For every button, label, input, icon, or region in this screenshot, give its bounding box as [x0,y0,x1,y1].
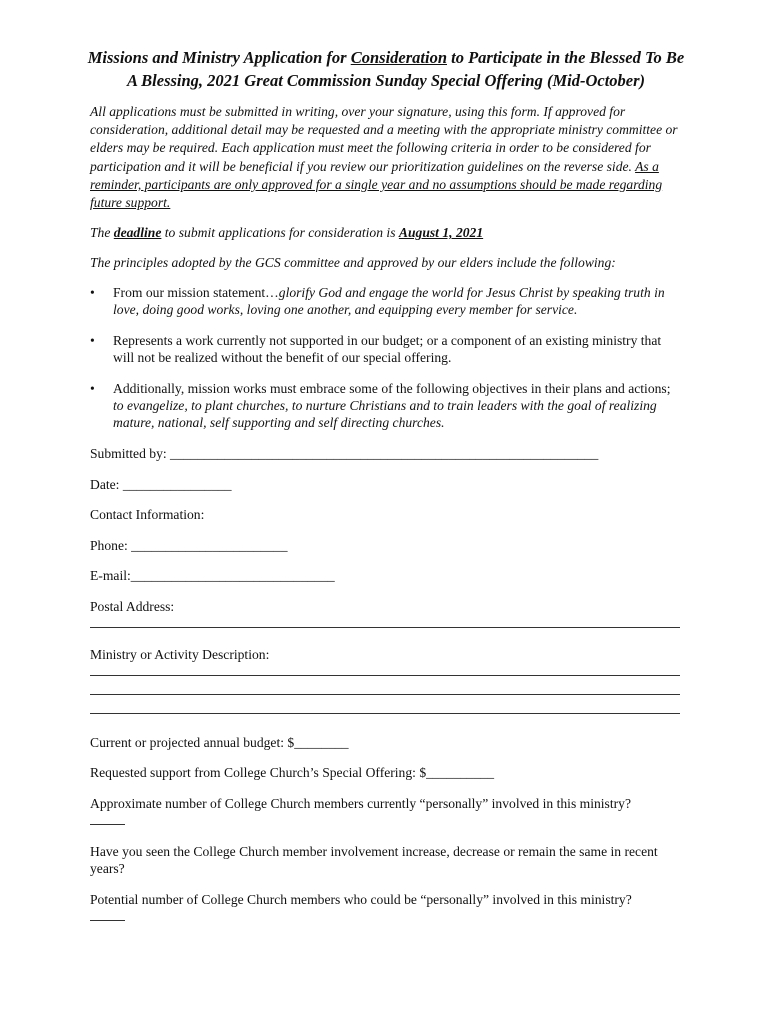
principle-item [90,332,682,366]
ministry-description-line[interactable] [90,663,680,676]
approximate-members-question [90,795,682,829]
application-form [87,46,685,939]
involvement-trend-question[interactable]: Have you seen the College Church member involvement increase, decrease or remain the same in recent years? [90,843,658,876]
annual-budget-field[interactable]: Current or projected annual budget: $________ [90,734,349,750]
form-title [86,46,686,92]
ministry-description-label: Ministry or Activity Description: [90,646,270,662]
bullet-icon: • [90,285,95,301]
approximate-members-text: Approximate number of College Church members currently “personally” involved in this ministry? [90,795,631,811]
potential-members-question [90,891,682,925]
deadline-before: The [90,225,114,241]
approximate-members-answer-line[interactable] [90,812,125,825]
principles-intro: The principles adopted by the GCS committee and approved by our elders include the following: [90,255,616,271]
bullet-icon: • [90,333,95,349]
title-after: to Participate in the Blessed To Be A Blessing, 2021 Great Commission Sunday Special Offering (Mid-October) [126,48,685,90]
title-before: Missions and Ministry Application for [87,48,351,67]
deadline-word: deadline [113,225,162,241]
deadline-line [90,224,682,242]
principle-text: From our mission statement… [113,285,279,301]
ministry-description-line[interactable] [90,701,680,714]
intro-reminder: As a reminder, participants are only approved for a single year and no assumptions should be made regarding future support. [90,158,663,211]
intro-paragraph [90,103,682,212]
principle-text: Represents a work currently not supported in our budget; or a component of an existing ministry that will not be realized without the benefit of our special offering. [113,333,662,366]
intro-text: All applications must be submitted in writing, over your signature, using this form. If approved for consideration, additional detail may be requested and a meeting with the appropriate ministry committee or elders may be required. Each application must meet the following criteria in order to be considered for participation and it will be beneficial if you review our prioritization guidelines on the reverse side. [90,104,678,174]
ministry-description-line[interactable] [90,682,680,695]
contact-information-label: Contact Information: [90,507,205,523]
principle-item [90,284,682,318]
bullet-icon: • [90,381,95,397]
principle-italic-text: to evangelize, to plant churches, to nurture Christians and to train leaders with the goal of realizing mature, national, self supporting and self directing churches. [113,398,657,431]
principle-text: Additionally, mission works must embrace some of the following objectives in their plans and actions; [113,381,671,397]
postal-address-label: Postal Address: [90,598,175,614]
phone-field[interactable]: Phone: _______________________ [90,537,288,553]
potential-members-answer-line[interactable] [90,908,125,921]
deadline-date: August 1, 2021 [398,225,484,241]
potential-members-text: Potential number of College Church members who could be “personally” involved in this ministry? [90,891,632,907]
principles-list [90,284,682,431]
deadline-middle: to submit applications for consideration is [161,225,399,241]
submitted-by-field[interactable]: Submitted by: _______________________________________________________________ [90,446,599,462]
postal-address-line[interactable] [90,615,680,628]
email-field[interactable]: E-mail:______________________________ [90,568,335,584]
principle-italic-text: glorify God and engage the world for Jesus Christ by speaking truth in love, doing good works, loving one another, and equipping every member for service. [113,285,665,318]
title-underlined-word: Consideration [350,48,447,67]
principle-item [90,380,682,431]
requested-support-field[interactable]: Requested support from College Church’s Special Offering: $__________ [90,765,495,781]
date-field[interactable]: Date: ________________ [90,476,232,492]
